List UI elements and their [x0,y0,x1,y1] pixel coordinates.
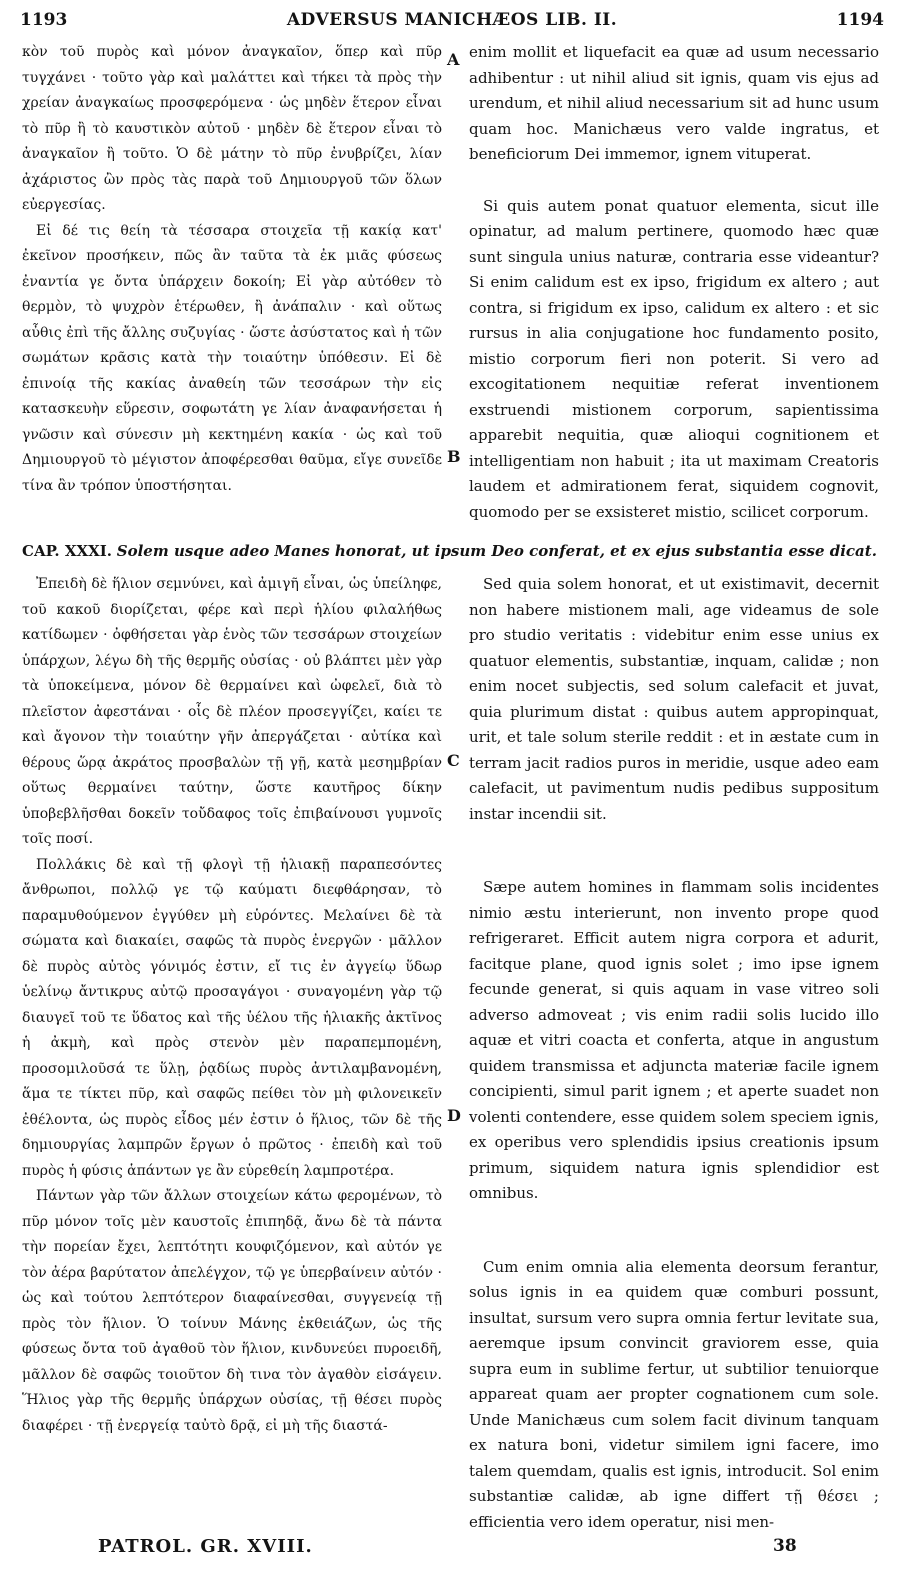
right-column-number: 1194 [836,10,884,30]
latin-paragraph: Si quis autem ponat quatuor elementa, sicut ille opinatur, ad malum pertinere, quomodo hæc quæ sunt singula unius naturæ, contraria esse videantur? Si enim calidum est ex ipso, frigidum ex altero ; aut contra, si frigidum ex ipso, calidum ex altero : et sic rursus in alia conjugatione hoc fundamento posito, mistio corporum fieri non poterit. Si vero ad excogitationem nequitiæ referat inventionem exstruendi mistionem corporum, sapientissima apparebit nequitia, quæ alioqui cognitionem et intelligentiam non habuit ; ita ut maximam Creatoris laudem et admirationem ferat, siquidem cognovit, quomodo per se exsisteret mistio, scilicet corporum. [469,196,879,521]
footer-signature: PATROL. GR. XVIII. [98,1536,313,1557]
latin-paragraph: enim mollit et liquefacit ea quæ ad usum necessario adhibentur : ut nihil aliud sit ignis, quam vis ejus ad urendum, et nihil aliud necessarium sit ad hunc usum quam hoc. Manichæus vero valde ingratus, et beneficiorum Dei immemor, ignem vituperat. [469,43,879,163]
section-marker-b: B [447,447,461,466]
chapter-title: Solem usque adeo Manes honorat, ut ipsum Deo conferat, et ex ejus substantia esse dicat. [116,542,877,560]
left-column-number: 1193 [20,10,68,30]
page-header [20,10,884,36]
latin-column-top [469,40,879,525]
section-marker-d: D [447,1106,461,1125]
running-title: ADVERSUS MANICHÆOS LIB. II. [286,10,618,30]
greek-paragraph: Πάντων γὰρ τῶν ἄλλων στοιχείων κάτω φερομένων, τὸ πῦρ μόνον τοῖς μὲν καυστοῖς ἐπιπηδᾷ, ἄνω δὲ τὰ πάντα τὴν πορείαν ἔχει, λεπτότητι κουφιζόμενον, καὶ αὐτόν γε τὸν ἀέρα βαρύτατον ἀπελέγχον, τῷ γε ὑπερβαίνειν αὐτόν · ὡς καὶ τούτου λεπτότερον διαφαίνεσθαι, συγγενείᾳ τῇ πρὸς τὸν ἥλιον. Ὁ τοίνυν Μάνης ἐκθειάζων, ὡς τῆς φύσεως ὄντα τοῦ ἀγαθοῦ τὸν ἥλιον, κινδυνεύει πυροειδῆ, μᾶλλον δὲ σαφῶς τοιοῦτον δὴ τινα τὸν ἀγαθὸν εἰσάγειν. Ἥλιος γὰρ τῆς θερμῆς ὑπάρχων οὐσίας, τῇ θέσει πυρὸς διαφέρει · τῇ ἐνεργείᾳ ταὐτὸ δρᾷ, εἰ μὴ τῆς διαστά- [22,1188,442,1434]
chapter-number: CAP. XXXI. [22,542,112,560]
greek-paragraph: Πολλάκις δὲ καὶ τῇ φλογὶ τῇ ἡλιακῇ παραπεσόντες ἄνθρωποι, πολλῷ γε τῷ καύματι διεφθάρησαν, τὸ παραμυθούμενον ἐγγύθεν μὴ εὑρόντες. Μελαίνει δὲ τὰ σώματα καὶ διακαίει, σαφῶς τὰ πυρὸς ἐνεργῶν · μᾶλλον δὲ πυρὸς αὐτὸς γόνιμός ἐστιν, εἴ τις ἐν ἀγγείῳ ὕδωρ ὑελίνῳ ἄντικρυς αὐτῷ προσαγάγοι · συναγομένη γὰρ τῷ διαυγεῖ τοῦ τε ὕδατος καὶ τῆς ὑέλου τῆς ἡλιακῆς ἀκτῖνος ἡ ἀκμὴ, καὶ πρὸς στενὸν μὲν παραπεμπομένη, προσομιλοῦσά τε ὕλῃ, ῥᾳδίως πυρὸς ἀντιλαμβανομένη, ἅμα τε τίκτει πῦρ, καὶ σαφῶς πείθει τὸν μὴ φιλονεικεῖν ἐθέλοντα, ὡς πυρὸς εἶδος μέν ἐστιν ὁ ἥλιος, τῶν δὲ τῆς δημιουργίας λαμπρῶν ἔργων ὁ πρῶτος · ἐπειδὴ καὶ τοῦ πυρὸς ἡ φύσις ἁπάντων γε ἂν εὑρεθείη λαμπροτέρα. [22,856,442,1179]
section-marker-a: A [447,50,460,69]
greek-paragraph: Ἐπειδὴ δὲ ἥλιον σεμνύνει, καὶ ἀμιγῆ εἶναι, ὡς ὑπείληφε, τοῦ κακοῦ διορίζεται, φέρε καὶ περὶ ἡλίου φιλαλήθως κατίδωμεν · ὀφθήσεται γὰρ ἑνὸς τῶν τεσσάρων στοιχείων ὑπάρχων, λέγω δὴ τῆς θερμῆς οὐσίας · οὐ βλάπτει μὲν γὰρ τὰ ὑποκείμενα, μόνον δὲ θερμαίνει καὶ ὠφελεῖ, διὰ τὸ πλεῖστον ἀφεστάναι · οἷς δὲ πλέον προσεγγίζει, καίει τε καὶ ἄγονον τὴν τοιαύτην γῆν ἀπεργάζεται · αὐτίκα καὶ θέρους ὥρᾳ ἀκράτος προσβαλὼν τῇ γῇ, κατὰ μεσημβρίαν οὕτως θερμαίνει ταύτην, ὥστε καυτῆρος δίκην ὑποβεβλῆσθαι δοκεῖν τοὔδαφος τοῖς ἐπιβαίνουσι γυμνοῖς τοῖς ποσί. [22,576,442,847]
section-marker-c: C [447,751,460,770]
greek-paragraph: κὸν τοῦ πυρὸς καὶ μόνον ἀναγκαῖον, ὅπερ καὶ πῦρ τυγχάνει · τοῦτο γὰρ καὶ μαλάττει καὶ τήκει τὰ πρὸς τὴν χρείαν ἀναγκαίως προσφερόμενα · ὡς μηδὲν ἕτερον εἶναι τὸ πῦρ ἢ τὸ καυστικὸν αὐτοῦ · μηδὲν δὲ ἕτερον εἶναι τὸ ἀναγκαῖον ἢ τοῦτο. Ὁ δὲ μάτην τὸ πῦρ ἐνυβρίζει, λίαν ἀχάριστος ὢν πρὸς τὰς παρὰ τοῦ Δημιουργοῦ τῶν ὅλων εὐεργεσίας. [22,44,442,213]
latin-paragraph: Sed quia solem honorat, et ut existimavit, decernit non habere mistionem mali, age videamus de sole pro studio veritatis : videbitur enim esse unius ex quatuor elementis, substantiæ, inquam, calidæ ; non enim nocet subjectis, sed solum calefacit et juvat, quia plurimum distat : quibus autem appropinquat, urit, et tale solum sterile reddit : et in æstate cum in terram jacit radios puros in meridie, usque adeo eam calefacit, ut pavimentum nudis pedibus suppositum instar incendii sit. [469,575,879,823]
greek-paragraph: Εἰ δέ τις θείη τὰ τέσσαρα στοιχεῖα τῇ κακίᾳ κατ' ἐκεῖνον προσήκειν, πῶς ἂν ταῦτα τὰ ἐκ μιᾶς φύσεως ἐναντία γε ὄντα ὑπάρχειν δοκοίη; Εἰ γὰρ αὐτόθεν τὸ θερμὸν, τὸ ψυχρὸν ἑτέρωθεν, ἢ ἀνάπαλιν · καὶ οὕτως αὖθις ἐπὶ τῆς ἄλλης συζυγίας · ὥστε ἀσύστατος καὶ ἡ τῶν σωμάτων κρᾶσις κατὰ τὴν τοιαύτην ὑπόθεσιν. Εἰ δὲ ἐπινοίᾳ τῆς κακίας ἀναθείη τῶν τεσσάρων τὴν εἰς κατασκευὴν εὕρεσιν, σοφωτάτη γε λίαν ἀναφανήσεται ἡ γνῶσιν καὶ σύνεσιν μὴ κεκτημένη κακία · ὡς καὶ τοῦ Δημιουργοῦ τὸ μέγιστον ἀποφέρεσθαι θαῦμα, εἴγε συνεῖδε τίνα ἂν τρόπον ὑποστήσηται. [22,222,442,494]
latin-paragraph: Sæpe autem homines in flammam solis incidentes nimio æstu interierunt, non invento prope quod refrigeraret. Efficit autem nigra corpora et adurit, facitque plane, quod ignis solet ; imo ipse ignem fecunde generat, si quis aquam in vase vitreo soli adverso admoveat ; vis enim radii solis lucido illo aquæ et vitri coacta et conferta, atque in angustum quidem transmissa et adjuncta materiæ facile ignem concipienti, simul parit ignem ; et aperte suadet non volenti contendere, esse quidem solem speciem ignis, ex operibus vero splendidis ipsius creationis ipsum primum, siquidem natura ignis splendidior est omnibus. [469,878,879,1202]
greek-column-bottom [22,572,442,1439]
latin-paragraph: Cum enim omnia alia elementa deorsum ferantur, solus ignis in ea quidem quæ comburi possunt, insultat, sursum vero supra omnia fertur levitate sua, aeremque ipsum convincit graviorem esse, quia supra eum in sublime fertur, ut subtilior tenuiorque appareat quam aer propter cognationem cum sole. Unde Manichæus cum solem facit divinum tanquam ex natura boni, videtur similem igni facere, imo talem quemdam, qualis est ignis, introducit. Sol enim substantiæ calidæ, ab igne differt τῇ θέσει ; efficientia vero idem operatur, nisi men- [469,1257,879,1531]
chapter-heading [22,542,884,560]
greek-column-top [22,40,442,499]
latin-column-bottom [469,572,879,1535]
footer-sheet-number: 38 [773,1536,797,1556]
